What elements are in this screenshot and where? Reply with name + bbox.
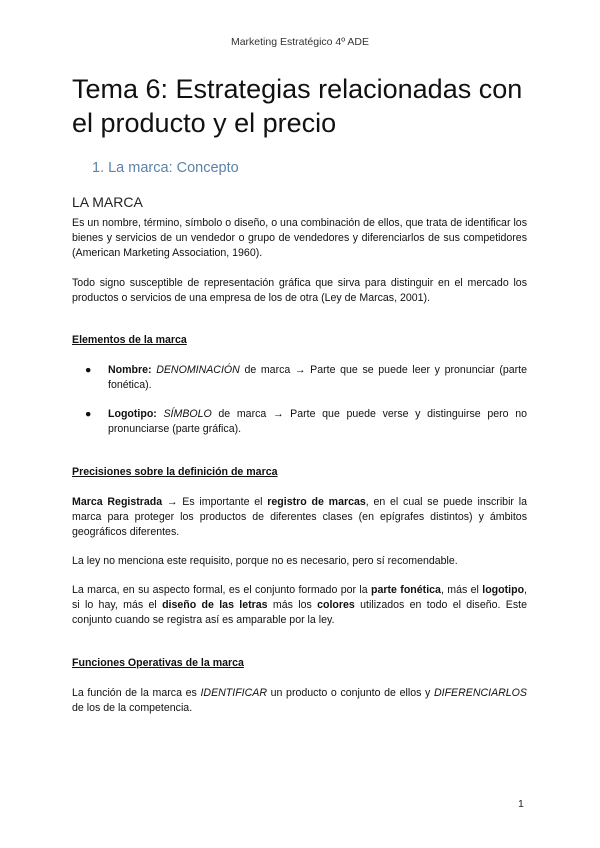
section-heading: LA MARCA [72, 194, 143, 210]
item-italic: DENOMINACIÓN [156, 364, 240, 376]
subtitle: 1. La marca: Concepto [92, 160, 239, 176]
text: → Es importante el [162, 496, 268, 508]
page-number: 1 [518, 798, 524, 810]
bold-text: colores [317, 599, 355, 611]
italic-text: IDENTIFICAR [200, 687, 267, 699]
paragraph-funcion [72, 686, 527, 716]
text: La marca, en su aspecto formal, es el conjunto formado por la [72, 584, 372, 596]
text: La función de la marca es [72, 687, 201, 699]
bold-text: parte fonética [371, 584, 441, 596]
bold-text: registro de marcas [267, 496, 366, 508]
bold-text: Marca Registrada [72, 496, 163, 508]
heading-elementos: Elementos de la marca [72, 334, 187, 346]
list-item [85, 363, 527, 393]
item-label: Logotipo: [108, 408, 157, 420]
list-item [85, 407, 527, 437]
definition-ley-marcas: Todo signo susceptible de representación gráfica que sirva para distinguir en el mercado los productos o servicios de una empresa de los de otra (Ley de Marcas, 2001). [72, 277, 527, 304]
text: de los de la competencia. [72, 702, 193, 714]
bullet-icon: ● [85, 408, 92, 420]
definition-ama: Es un nombre, término, símbolo o diseño, o una combinación de ellos, que trata de identificar los bienes y servicios de un vendedor o grupo de vendedores y diferenciarlos de sus competidores (American Marketing Association, 1960). [72, 217, 527, 259]
bullet-icon: ● [85, 364, 92, 376]
running-header: Marketing Estratégico 4º ADE [230, 36, 370, 48]
text: , más el [440, 584, 483, 596]
item-label: Nombre: [108, 364, 152, 376]
item-text: de marca → Parte que puede verse y distinguirse pero no pronunciarse (parte gráfica). [108, 408, 527, 435]
page-title: Tema 6: Estrategias relacionadas con el producto y el precio [72, 74, 523, 138]
text: un producto o conjunto de ellos y [266, 687, 434, 699]
bold-text: diseño de las letras [162, 599, 268, 611]
italic-text: DIFERENCIARLOS [433, 687, 527, 699]
text: , si lo hay, más el [72, 584, 527, 611]
bold-text: logotipo [482, 584, 525, 596]
heading-precisiones: Precisiones sobre la definición de marca [72, 466, 278, 478]
text: utilizados en todo el diseño. Este conjunto cuando se registra así es amparable por la ley. [72, 599, 527, 626]
text: más los [267, 599, 318, 611]
heading-funciones: Funciones Operativas de la marca [72, 657, 244, 669]
item-italic: SÍMBOLO [163, 408, 212, 420]
paragraph-ley: La ley no menciona este requisito, porque no es necesario, pero sí recomendable. [72, 555, 458, 567]
paragraph-aspecto-formal [72, 583, 527, 628]
text: , en el cual se puede inscribir la marca para proteger los productos de diferentes clases (en epígrafes distintos) y ámbitos geográficos diferentes. [72, 496, 527, 538]
paragraph-marca-registrada [72, 495, 527, 540]
item-text: de marca → Parte que se puede leer y pronunciar (parte fonética). [108, 364, 527, 391]
